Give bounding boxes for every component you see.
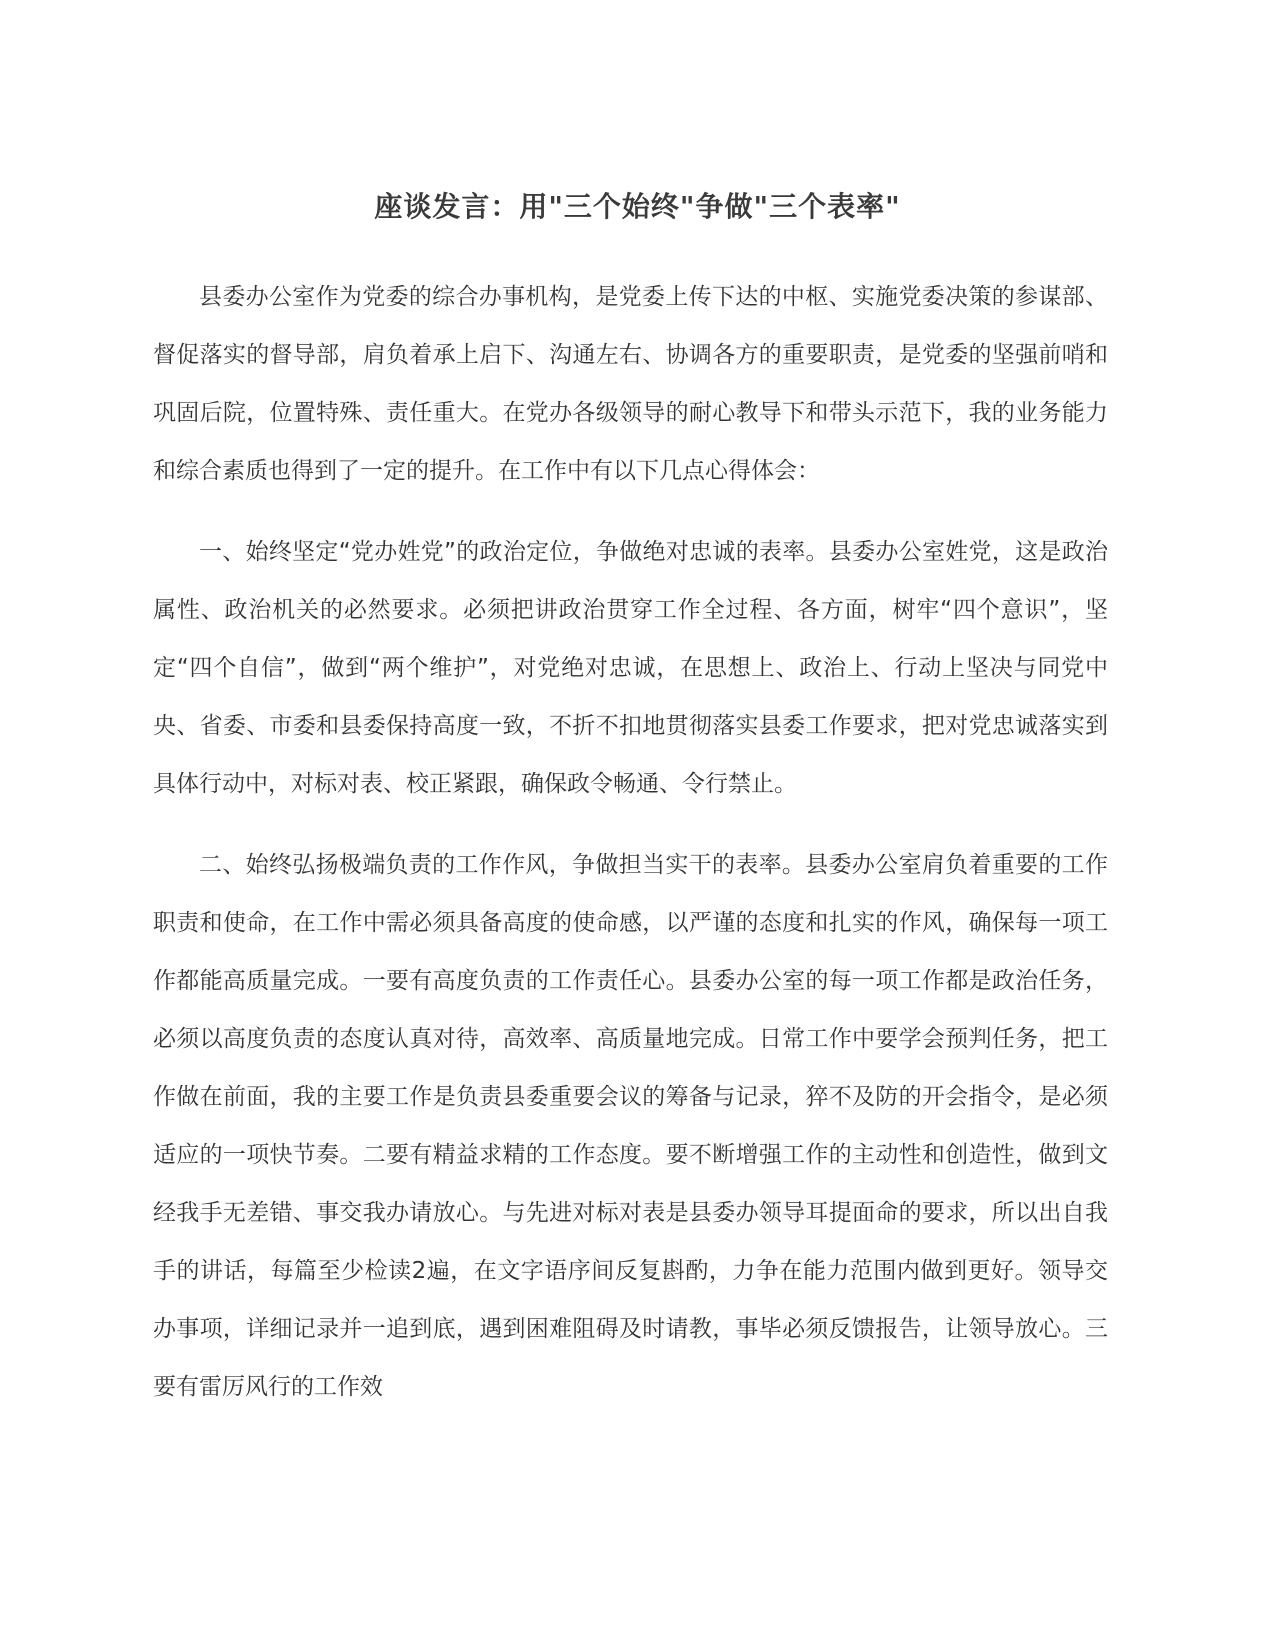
document-body	[153, 268, 1108, 1439]
document-title: 座谈发言：用"三个始终"争做"三个表率"	[374, 190, 901, 223]
paragraph-intro: 县委办公室作为党委的综合办事机构，是党委上传下达的中枢、实施党委决策的参谋部、督促落实的督导部，肩负着承上启下、沟通左右、协调各方的重要职责，是党委的坚强前哨和巩固后院，位置特殊、责任重大。在党办各级领导的耐心教导下和带头示范下，我的业务能力和综合素质也得到了一定的提升。在工作中有以下几点心得体会：	[153, 284, 1108, 484]
paragraph-point-two: 二、始终弘扬极端负责的工作作风，争做担当实干的表率。县委办公室肩负着重要的工作职责和使命，在工作中需必须具备高度的使命感，以严谨的态度和扎实的作风，确保每一项工作都能高质量完成。一要有高度负责的工作责任心。县委办公室的每一项工作都是政治任务，必须以高度负责的态度认真对待，高效率、高质量地完成。日常工作中要学会预判任务，把工作做在前面，我的主要工作是负责县委重要会议的筹备与记录，猝不及防的开会指令，是必须适应的一项快节奏。二要有精益求精的工作态度。要不断增强工作的主动性和创造性，做到文经我手无差错、事交我办请放心。与先进对标对表是县委办领导耳提面命的要求，所以出自我手的讲话，每篇至少检读2遍，在文字语序间反复斟酌，力争在能力范围内做到更好。领导交办事项，详细记录并一追到底，遇到困难阻碍及时请教，事毕必须反馈报告，让领导放心。三要有雷厉风行的工作效	[153, 852, 1108, 1400]
paragraph-point-one: 一、始终坚定“党办姓党”的政治定位，争做绝对忠诚的表率。县委办公室姓党，这是政治属性、政治机关的必然要求。必须把讲政治贯穿工作全过程、各方面，树牢“四个意识”，坚定“四个自信”，做到“两个维护”，对党绝对忠诚，在思想上、政治上、行动上坚决与同党中央、省委、市委和县委保持高度一致，不折不扣地贯彻落实县委工作要求，把对党忠诚落实到具体行动中，对标对表、校正紧跟，确保政令畅通、令行禁止。	[153, 539, 1108, 797]
